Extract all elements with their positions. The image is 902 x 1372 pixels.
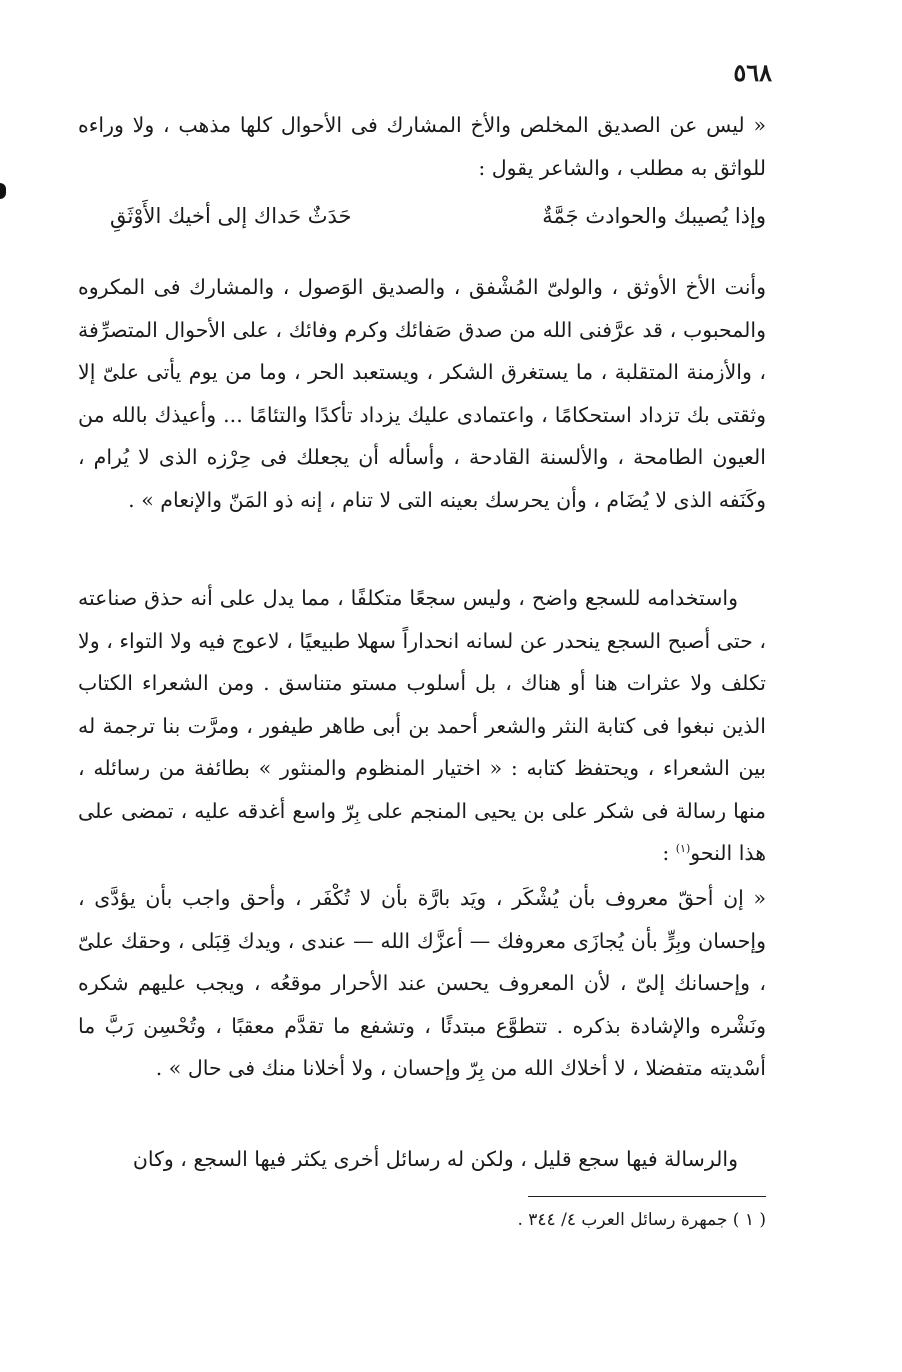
verse-second-hemistich: حَدَثٌ حَداك إلى أخيك الأَوْثَقِ (110, 204, 352, 228)
page-number: ٥٦٨ (733, 58, 772, 87)
paragraph-closing-text: والرسالة فيها سجع قليل ، ولكن له رسائل أخرى يكثر فيها السجع ، وكان (132, 1147, 738, 1171)
footnote: ( ١ ) جمهرة رسائل العرب ٤/ ٣٤٤ . (517, 1210, 766, 1230)
paragraph-commentary-text: واستخدامه للسجع واضح ، وليس سجعًا متكلفًا ، مما يدل على أنه حذق صناعته ، حتى أصبح السجع ينحدر عن لسانه انحداراً سهلا طبيعيًا ، لاعوج فيه ولا التواء ، ولا تكلف ولا عثرات هنا أو هناك ، بل أسلوب مستو متناسق . ومن الشعراء الكتاب الذين نبغوا فى كتابة النثر والشعر أحمد بن أبى طاهر طيفور ، ومرَّت بنا ترجمة له بين الشعراء ، ويحتفظ كتابه : « اختيار المنظوم والمنثور » بطائفة من رسائله ، منها رسالة فى شكر على بن يحيى المنجم على بِرّ واسع أغدقه عليه ، تمضى على هذا النحو (78, 586, 766, 865)
paragraph-quoted-letter: « إن أحقّ معروف بأن يُشْكَر ، ويَد بارَّة بأن لا تُكْفَر ، وأحق واجب بأن يؤدَّى ، وإحسان وبِرٍّ بأن يُجازَى معروفك — أعزَّك الله — عندى ، ويدك قِبَلى ، وحقك علىّ ، وإحسانك إلىّ ، لأن المعروف يحسن عند الأحرار موقعُه ، ويجب عليهم شكره ونَشْره والإشادة بذكره . تتطوَّع مبتدئًا ، وتشفع ما تقدَّم معقبًا ، وتُحْسِن رَبَّ ما أسْديته متفضلا ، لا أخلاك الله من بِرّ وإحسان ، ولا أخلانا منك فى حال » . (78, 886, 766, 1080)
footnote-reference[interactable]: (١) (675, 842, 691, 856)
paragraph-closing (78, 1138, 766, 1181)
paragraph-quote-opening: « ليس عن الصديق المخلص والأخ المشارك فى الأحوال كلها مذهب ، ولا وراءه للواثق به مطلب ، والشاعر يقول : (78, 113, 766, 180)
paragraph-commentary-end: : (662, 841, 676, 865)
footnote-separator (528, 1196, 766, 1197)
page-edge-mark (0, 183, 6, 199)
paragraph-commentary (78, 577, 766, 875)
poetry-verse (110, 204, 766, 254)
paragraph-letter-body: وأنت الأخ الأوثق ، والولىّ المُشْفق ، والصديق الوَصول ، والمشارك فى المكروه والمحبوب ، قد عرَّفنى الله من صدق صَفائك وكرم وفائك ، على الأحوال المتصرِّفة ، والأزمنة المتقلبة ، ما يستغرق الشكر ، ويستعبد الحر ، وما من يوم يأتى علىّ إلا وثقتى بك تزداد استحكامًا ، واعتمادى عليك يزداد تأكدًا والتئامًا ... وأعيذك بالله من العيون الطامحة ، والألسنة القادحة ، وأسأله أن يجعلك فى حِرْزه الذى لا يُرام ، وكَنَفه الذى لا يُضَام ، وأن يحرسك بعينه التى لا تنام ، إنه ذو المَنّ والإنعام » . (78, 275, 766, 512)
verse-first-hemistich: وإذا يُصيبك والحوادث جَمَّةٌ (542, 204, 766, 228)
